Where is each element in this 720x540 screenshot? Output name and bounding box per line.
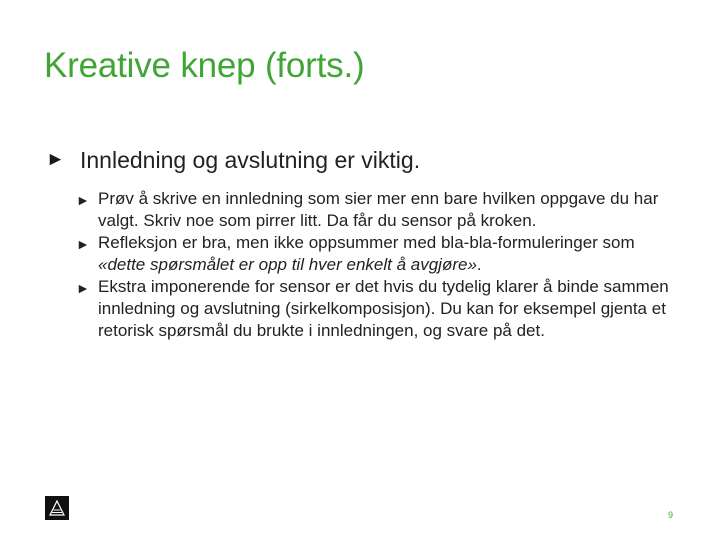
bullet-arrow-icon: ► (46, 149, 65, 170)
bullet-arrow-icon: ► (76, 236, 90, 252)
sub-bullet-text-start: Refleksjon er bra, men ikke oppsummer med bla-bla-formuleringer som (98, 233, 635, 252)
slide-title: Kreative knep (forts.) (44, 46, 365, 85)
page-number: 9 (668, 510, 674, 520)
sub-bullet-text-end: . (476, 255, 482, 274)
main-bullet-text: Innledning og avslutning er viktig. (80, 147, 421, 173)
sub-bullet-list (76, 188, 682, 342)
sub-bullet-text: Ekstra imponerende for sensor er det hvis du tydelig klarer å binde sammen innledning og avslutning (sirkelkomposisjon). Du kan for eksempel gjenta et retorisk spørsmål du brukte i innledningen, og svare på det. (98, 277, 669, 340)
triangle-logo-icon (45, 496, 69, 520)
sub-bullet (76, 232, 682, 276)
bullet-arrow-icon: ► (76, 280, 90, 296)
sub-bullet-text: Prøv å skrive en innledning som sier mer enn bare hvilken oppgave du har valgt. Skriv noe som pirrer litt. Da får du sensor på kroken. (98, 189, 659, 230)
bullet-arrow-icon: ► (76, 192, 90, 208)
sub-bullet-quote: «dette spørsmålet er opp til hver enkelt å avgjøre» (98, 255, 477, 274)
sub-bullet (76, 276, 682, 342)
sub-bullet-text (98, 232, 682, 276)
sub-bullet (76, 188, 682, 232)
main-bullet (46, 147, 686, 174)
bullet-list (46, 147, 686, 342)
